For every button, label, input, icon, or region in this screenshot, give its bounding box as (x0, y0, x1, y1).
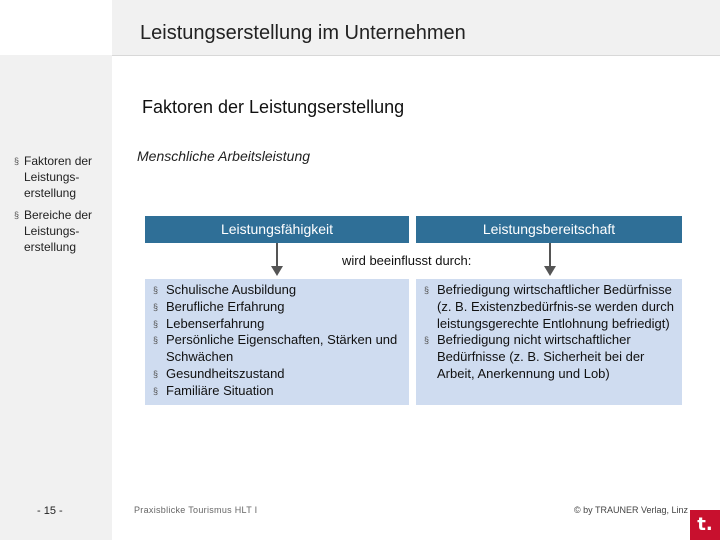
bullet-icon: § (153, 385, 159, 396)
right-list (424, 282, 676, 383)
footer-source: Praxisblicke Tourismus HLT I (134, 505, 258, 515)
list-item-text: Schulische Ausbildung (166, 282, 297, 297)
footer-copyright: © by TRAUNER Verlag, Linz (574, 505, 689, 515)
sidebar-item-label: erstellung (24, 240, 77, 254)
trauner-logo-icon: t. (690, 510, 720, 540)
list-item (424, 282, 676, 332)
list-item (153, 316, 403, 333)
arrow-left-icon (271, 266, 283, 276)
bullet-icon: § (14, 210, 20, 220)
bullet-icon: § (153, 368, 159, 379)
arrow-right-icon (544, 266, 556, 276)
page-number: - 15 - (37, 505, 63, 517)
bullet-icon: § (153, 301, 159, 312)
leistungsbereitschaft-box: Leistungsbereitschaft (416, 216, 682, 243)
list-item-text: Familiäre Situation (166, 382, 274, 398)
bullet-icon: § (424, 335, 430, 346)
list-item-text: Befriedigung nicht wirtschaftlicher Bedürfnisse (z. B. Sicherheit bei der Arbeit, Anerkennung und Lob) (437, 332, 645, 381)
footer-divider (112, 466, 113, 540)
left-panel (145, 279, 409, 405)
list-item (153, 332, 403, 366)
page-title: Leistungserstellung im Unternehmen (140, 22, 466, 44)
sidebar-item-label: erstellung (24, 186, 77, 200)
left-list (153, 282, 403, 400)
sidebar-item-label: Leistungs- (24, 170, 80, 184)
list-item-text: Berufliche Erfahrung (166, 298, 285, 314)
list-item-text: Lebenserfahrung (166, 315, 265, 331)
list-item-text: Persönliche Eigenschaften, Stärken und Schwächen (166, 332, 398, 365)
list-item (153, 383, 403, 400)
sidebar-item-label: Bereiche der (24, 208, 93, 222)
sidebar-item-label: Leistungs- (24, 224, 80, 238)
subtitle: Menschliche Arbeitsleistung (137, 148, 311, 164)
sidebar-item-label: Faktoren der (24, 154, 93, 168)
bullet-icon: § (153, 335, 159, 346)
bullet-icon: § (14, 156, 20, 166)
bullet-icon: § (153, 285, 159, 295)
section-title: Faktoren der Leistungserstellung (142, 97, 405, 117)
bullet-icon: § (424, 285, 430, 295)
list-item (153, 282, 403, 299)
right-panel (416, 279, 682, 405)
bullet-icon: § (153, 318, 159, 329)
list-item (424, 332, 676, 382)
list-item-text: Befriedigung wirtschaftlicher Bedürfnisse (z. B. Existenzbedürfnis-se werden durch leistungsgerechte Entlohnung befriedigt) (437, 282, 674, 331)
list-item-text: Gesundheitszustand (166, 365, 285, 381)
list-item (153, 366, 403, 383)
leistungsfaehigkeit-box: Leistungsfähigkeit (145, 216, 409, 243)
list-item (153, 299, 403, 316)
influence-label: wird beeinflusst durch: (342, 253, 472, 268)
